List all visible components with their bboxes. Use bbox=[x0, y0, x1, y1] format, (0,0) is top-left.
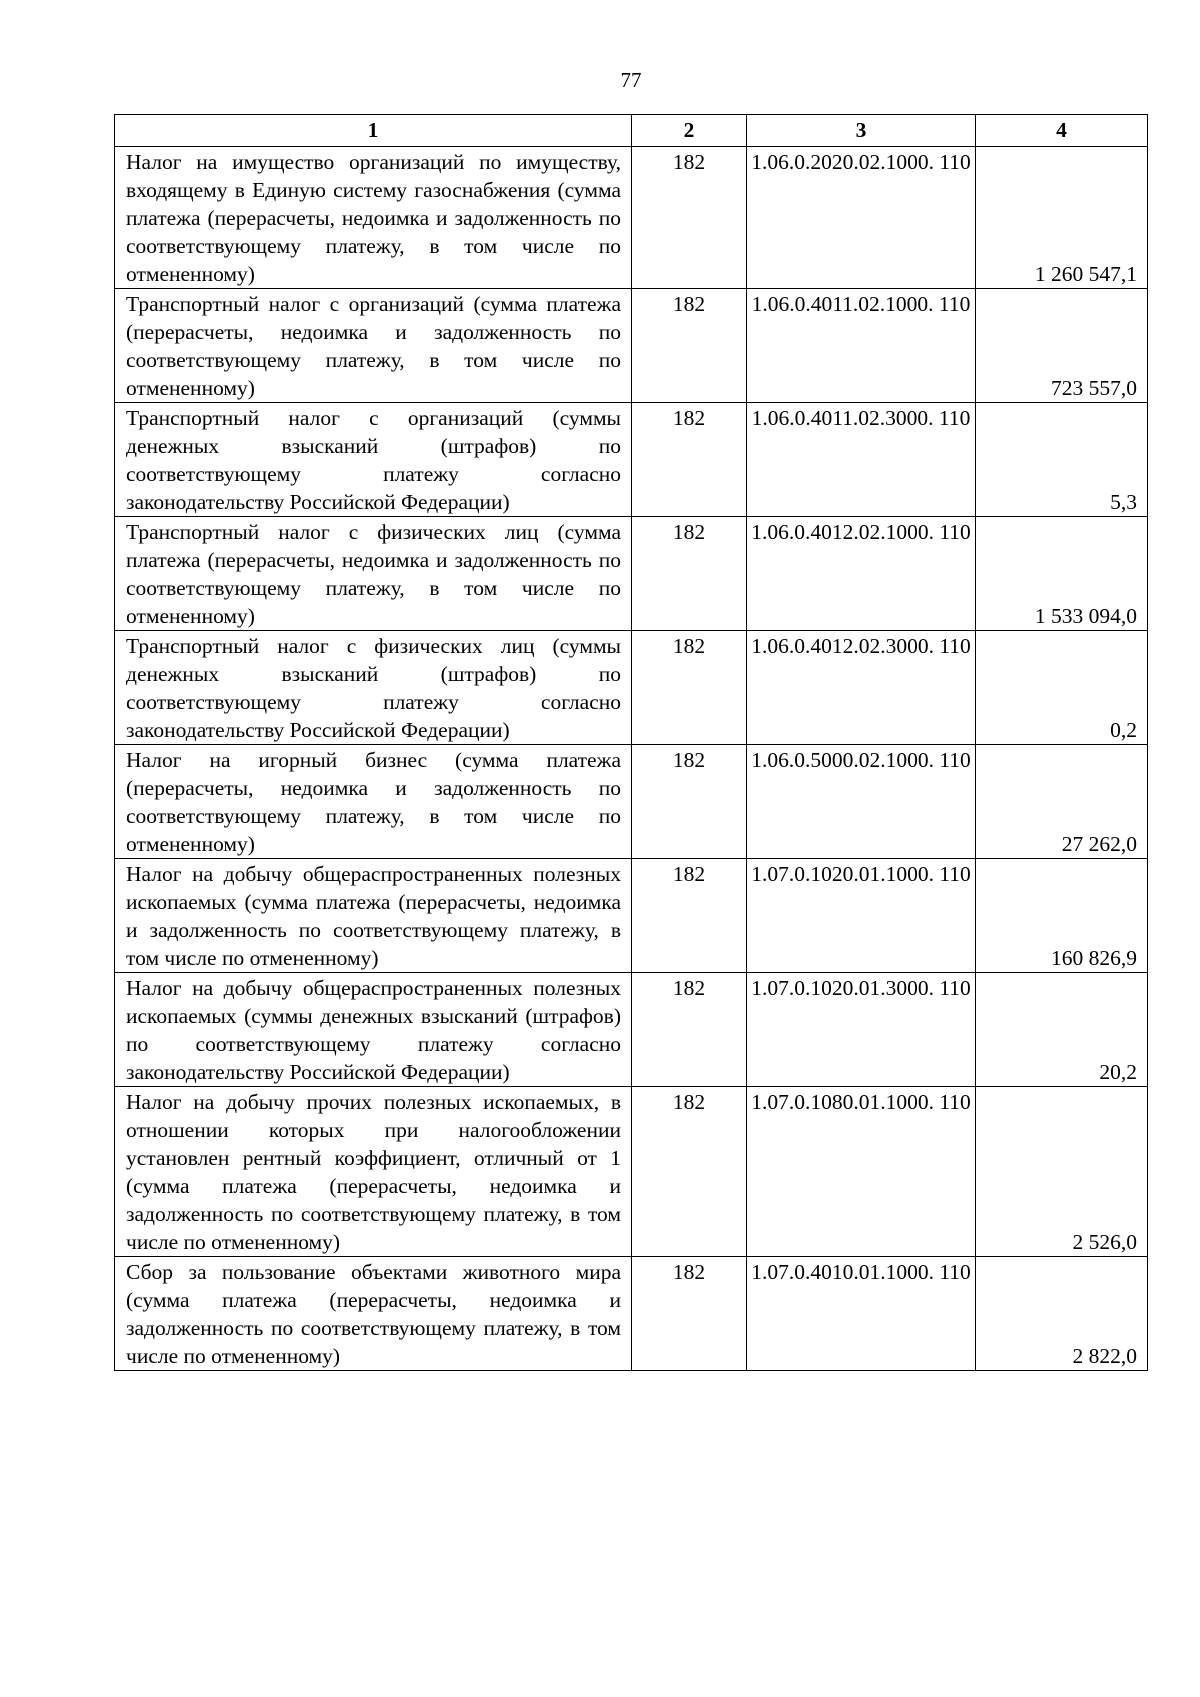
row-amount-cell: 2 526,0 bbox=[976, 1087, 1148, 1257]
row-amount-cell: 0,2 bbox=[976, 631, 1148, 745]
row-amount-cell: 20,2 bbox=[976, 973, 1148, 1087]
row-name-cell: Сбор за пользование объектами животного мира (сумма платежа (перерасчеты, недоимка и задолженность по соответствующему платежу, в том числе по отмененному) bbox=[115, 1257, 632, 1371]
row-name-cell: Транспортный налог с физических лиц (сумма платежа (перерасчеты, недоимка и задолженность по соответствующему платежу, в том числе по отмененному) bbox=[115, 517, 632, 631]
row-kbk-cell: 1.07.0.1020.01.3000. 110 bbox=[747, 973, 976, 1087]
row-kbk-cell: 1.07.0.1080.01.1000. 110 bbox=[747, 1087, 976, 1257]
row-code-cell: 182 bbox=[632, 973, 747, 1087]
row-code-cell: 182 bbox=[632, 147, 747, 289]
table-body bbox=[115, 147, 1148, 1371]
row-code-cell: 182 bbox=[632, 517, 747, 631]
row-code-cell: 182 bbox=[632, 1257, 747, 1371]
table-row bbox=[115, 289, 1148, 403]
row-amount-cell: 27 262,0 bbox=[976, 745, 1148, 859]
table-row bbox=[115, 147, 1148, 289]
table-row bbox=[115, 631, 1148, 745]
row-amount-cell: 1 533 094,0 bbox=[976, 517, 1148, 631]
row-kbk-cell: 1.06.0.4012.02.3000. 110 bbox=[747, 631, 976, 745]
page-number: 77 bbox=[620, 68, 642, 92]
row-amount-cell: 5,3 bbox=[976, 403, 1148, 517]
row-kbk-cell: 1.07.0.4010.01.1000. 110 bbox=[747, 1257, 976, 1371]
row-amount-cell: 1 260 547,1 bbox=[976, 147, 1148, 289]
row-kbk-cell: 1.06.0.5000.02.1000. 110 bbox=[747, 745, 976, 859]
row-kbk-cell: 1.06.0.2020.02.1000. 110 bbox=[747, 147, 976, 289]
row-code-cell: 182 bbox=[632, 745, 747, 859]
row-kbk-cell: 1.07.0.1020.01.1000. 110 bbox=[747, 859, 976, 973]
row-code-cell: 182 bbox=[632, 403, 747, 517]
row-kbk-cell: 1.06.0.4012.02.1000. 110 bbox=[747, 517, 976, 631]
table-row bbox=[115, 517, 1148, 631]
column-header-4: 4 bbox=[976, 115, 1148, 147]
row-name-cell: Налог на добычу общераспространенных полезных ископаемых (суммы денежных взысканий (штрафов) по соответствующему платежу согласно законодательству Российской Федерации) bbox=[115, 973, 632, 1087]
row-code-cell: 182 bbox=[632, 859, 747, 973]
row-kbk-cell: 1.06.0.4011.02.1000. 110 bbox=[747, 289, 976, 403]
row-name-cell: Налог на игорный бизнес (сумма платежа (перерасчеты, недоимка и задолженность по соответствующему платежу, в том числе по отмененному) bbox=[115, 745, 632, 859]
column-header-3: 3 bbox=[747, 115, 976, 147]
row-code-cell: 182 bbox=[632, 631, 747, 745]
column-header-2: 2 bbox=[632, 115, 747, 147]
table-row bbox=[115, 859, 1148, 973]
row-amount-cell: 160 826,9 bbox=[976, 859, 1148, 973]
row-name-cell: Транспортный налог с физических лиц (суммы денежных взысканий (штрафов) по соответствующему платежу согласно законодательству Российской Федерации) bbox=[115, 631, 632, 745]
row-code-cell: 182 bbox=[632, 289, 747, 403]
table-row bbox=[115, 1087, 1148, 1257]
revenue-table bbox=[114, 114, 1148, 1371]
row-name-cell: Налог на добычу общераспространенных полезных ископаемых (сумма платежа (перерасчеты, недоимка и задолженность по соответствующему платежу, в том числе по отмененному) bbox=[115, 859, 632, 973]
table-row bbox=[115, 745, 1148, 859]
row-code-cell: 182 bbox=[632, 1087, 747, 1257]
row-name-cell: Налог на добычу прочих полезных ископаемых, в отношении которых при налогообложении установлен рентный коэффициент, отличный от 1 (сумма платежа (перерасчеты, недоимка и задолженность по соответствующему платежу, в том числе по отмененному) bbox=[115, 1087, 632, 1257]
row-kbk-cell: 1.06.0.4011.02.3000. 110 bbox=[747, 403, 976, 517]
row-amount-cell: 723 557,0 bbox=[976, 289, 1148, 403]
row-name-cell: Налог на имущество организаций по имуществу, входящему в Единую систему газоснабжения (сумма платежа (перерасчеты, недоимка и задолженность по соответствующему платежу, в том числе по отмененному) bbox=[115, 147, 632, 289]
column-header-1: 1 bbox=[115, 115, 632, 147]
row-name-cell: Транспортный налог с организаций (сумма платежа (перерасчеты, недоимка и задолженность по соответствующему платежу, в том числе по отмененному) bbox=[115, 289, 632, 403]
table-row bbox=[115, 1257, 1148, 1371]
row-amount-cell: 2 822,0 bbox=[976, 1257, 1148, 1371]
row-name-cell: Транспортный налог с организаций (суммы денежных взысканий (штрафов) по соответствующему платежу согласно законодательству Российской Федерации) bbox=[115, 403, 632, 517]
table-header-row bbox=[115, 115, 1148, 147]
table-row bbox=[115, 403, 1148, 517]
table-row bbox=[115, 973, 1148, 1087]
